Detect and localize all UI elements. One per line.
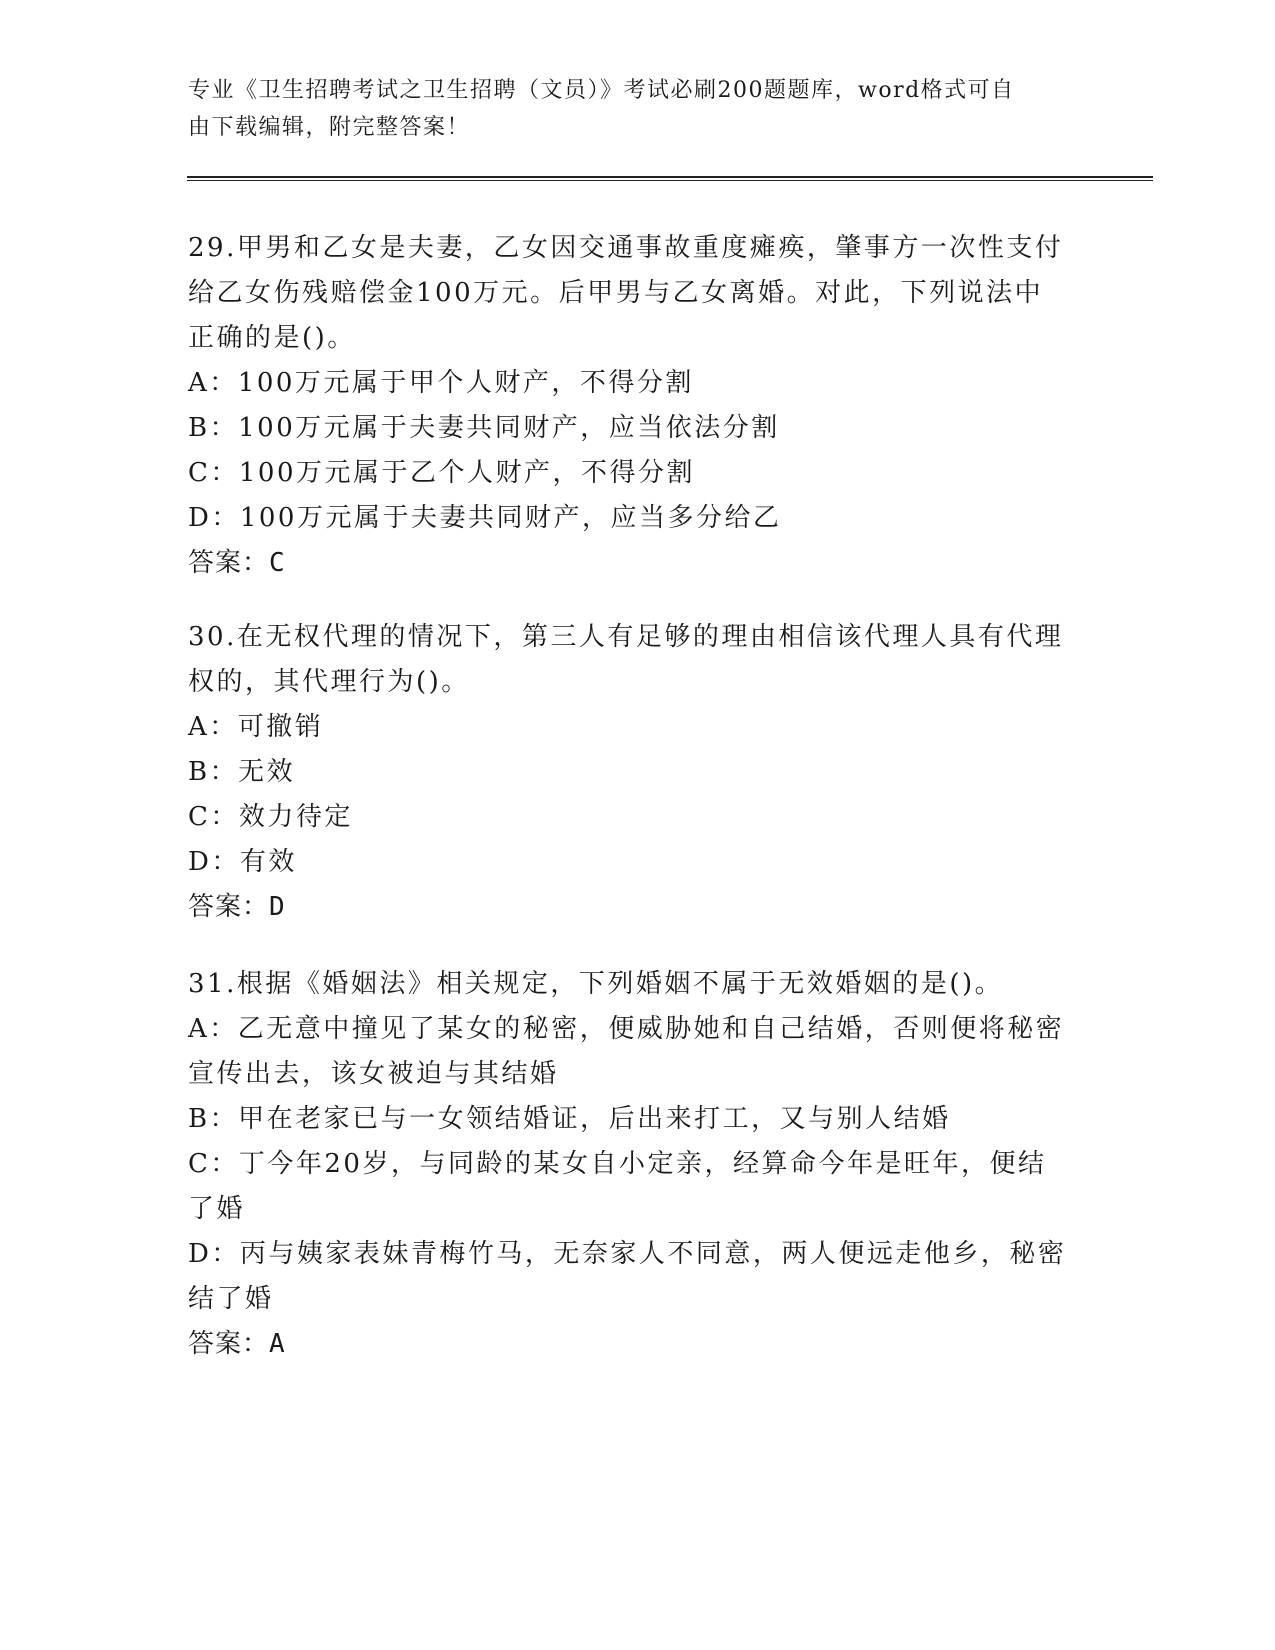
option-a-cont: 宣传出去，该女被迫与其结婚 — [188, 1059, 559, 1089]
question-text-line: 30.在无权代理的情况下，第三人有足够的理由相信该代理人具有代理 — [188, 622, 1064, 652]
option-d-cont: 结了婚 — [188, 1284, 274, 1314]
question-text-line: 权的，其代理行为()。 — [188, 667, 470, 697]
option-b: B：无效 — [188, 757, 296, 787]
option-c: C：丁今年20岁，与同龄的某女自小定亲，经算命今年是旺年，便结 — [188, 1149, 1047, 1179]
question-30 — [188, 615, 1088, 930]
option-a: A：乙无意中撞见了某女的秘密，便威胁她和自己结婚，否则便将秘密 — [188, 1014, 1065, 1044]
question-text-line: 29.甲男和乙女是夫妻，乙女因交通事故重度瘫痪，肇事方一次性支付 — [188, 233, 1064, 263]
answer-label: 答案： — [188, 548, 270, 578]
question-31 — [188, 962, 1088, 1367]
header-line-2: 由下载编辑，附完整答案！ — [188, 115, 471, 140]
answer-label: 答案： — [188, 892, 270, 922]
option-c-cont: 了婚 — [188, 1194, 246, 1224]
question-text-line: 正确的是()。 — [188, 323, 356, 353]
answer-value: D — [269, 892, 286, 922]
option-a: A：可撤销 — [188, 712, 324, 742]
answer — [188, 541, 1088, 586]
header-line-1: 专业《卫生招聘考试之卫生招聘（文员）》考试必刷200题题库，word格式可自 — [188, 78, 1015, 103]
option-d: D：有效 — [188, 847, 297, 877]
question-text-line: 给乙女伤残赔偿金100万元。后甲男与乙女离婚。对此，下列说法中 — [188, 278, 1044, 308]
option-c: C：100万元属于乙个人财产，不得分割 — [188, 458, 696, 488]
header-divider — [187, 176, 1153, 181]
answer-value: C — [269, 548, 286, 578]
question-text-line: 31.根据《婚姻法》相关规定，下列婚姻不属于无效婚姻的是()。 — [188, 969, 1004, 999]
answer — [188, 885, 1088, 930]
question-29 — [188, 226, 1088, 586]
option-d: D：100万元属于夫妻共同财产，应当多分给乙 — [188, 503, 782, 533]
option-b: B：100万元属于夫妻共同财产，应当依法分割 — [188, 413, 780, 443]
answer-value: A — [269, 1329, 286, 1359]
answer — [188, 1322, 1088, 1367]
answer-label: 答案： — [188, 1329, 270, 1359]
document-header — [188, 72, 1068, 146]
option-a: A：100万元属于甲个人财产，不得分割 — [188, 368, 694, 398]
option-b: B：甲在老家已与一女领结婚证，后出来打工，又与别人结婚 — [188, 1104, 951, 1134]
option-d: D：丙与姨家表妹青梅竹马，无奈家人不同意，两人便远走他乡，秘密 — [188, 1239, 1067, 1269]
option-c: C：效力待定 — [188, 802, 353, 832]
